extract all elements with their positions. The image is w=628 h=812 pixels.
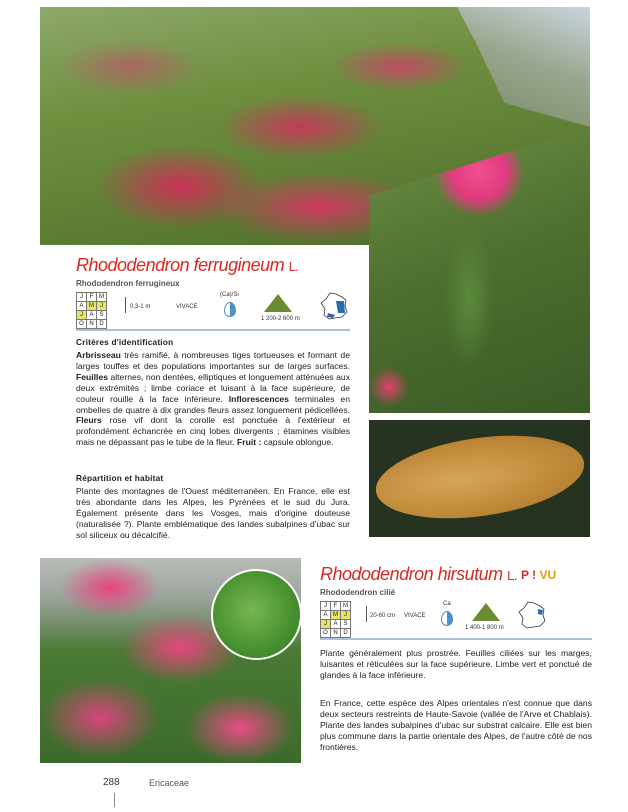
species1-lifecycle: VIVACE bbox=[176, 304, 198, 310]
criteria-label: Inflorescences bbox=[228, 393, 289, 404]
month-cell: D bbox=[341, 629, 351, 638]
soil-drop-icon bbox=[441, 611, 453, 626]
criteria-text: alternes, non dentées, elliptiques et longuement atténuées aux deux extrémités ; limbe coriace et luisant à la face supérieure, de couleur rouille à la face inférieure. bbox=[76, 371, 350, 404]
species1-scientific-name: Rhododendron ferrugineum bbox=[76, 255, 285, 275]
month-cell: J bbox=[77, 293, 87, 302]
species1-author: L. bbox=[288, 259, 299, 274]
family-name: Ericaceae bbox=[149, 778, 190, 788]
distribution-heading: Répartition et habitat bbox=[76, 473, 164, 483]
photo-rhododendron-hirsutum bbox=[40, 558, 301, 763]
month-cell: N bbox=[87, 320, 97, 329]
photo-leaf-underside bbox=[369, 420, 590, 537]
species2-common-name: Rhododendron cilié bbox=[320, 588, 396, 597]
species2-distribution-text: En France, cette espèce des Alpes orientales n'est connue que dans deux secteurs restreints de Haute-Savoie (vallée de l'Arve et Chablais). Plante des landes subalpines d'ubac sur substrat calcaire. Elle est bien plus commune dans la partie orientale des Alpes, de l'autre côté de nos frontières. bbox=[320, 698, 592, 752]
species1-altitude: 1 200-2 600 m bbox=[261, 316, 300, 322]
france-map-icon bbox=[318, 291, 350, 321]
species2-status bbox=[521, 568, 556, 582]
criteria-label: Fleurs bbox=[76, 415, 102, 426]
criteria-label: Fruit : bbox=[237, 437, 262, 448]
month-cell: F bbox=[87, 293, 97, 302]
month-cell: N bbox=[331, 629, 341, 638]
criteria-label: Arbrisseau bbox=[76, 350, 121, 360]
france-map-icon bbox=[516, 600, 548, 630]
separator-rule bbox=[76, 329, 350, 331]
criteria-text: très ramifié, à nombreuses tiges tortueuses et formant de larges touffes et des populations importantes sur de larges surfaces. bbox=[76, 350, 350, 371]
month-cell: S bbox=[97, 311, 107, 320]
month-cell: O bbox=[321, 629, 331, 638]
altitude-mountain-icon bbox=[472, 603, 500, 621]
month-cell: A bbox=[87, 311, 97, 320]
species1-title bbox=[76, 255, 299, 276]
month-cell: M bbox=[331, 611, 341, 620]
species2-soil: Ca bbox=[443, 601, 451, 607]
species1-criteria-text bbox=[76, 350, 350, 448]
separator-rule bbox=[320, 638, 592, 640]
height-ruler-icon bbox=[366, 606, 367, 622]
page-number: 288 bbox=[103, 777, 120, 788]
species2-title bbox=[320, 564, 517, 585]
species1-height: 0,3-1 m bbox=[130, 304, 151, 310]
species2-description-text: Plante généralement plus prostrée. Feuilles ciliées sur les marges, luisantes et réticulées sur la face supérieure. Limbe vert et ponctué de glandes à la face inférieure. bbox=[320, 648, 592, 680]
height-ruler-icon bbox=[125, 297, 126, 313]
soil-drop-icon bbox=[224, 302, 236, 317]
month-cell: J bbox=[97, 302, 107, 311]
species1-soil: (Ca)/Si bbox=[220, 292, 239, 298]
species2-scientific-name: Rhododendron hirsutum bbox=[320, 564, 503, 584]
species2-author: L. bbox=[507, 568, 517, 583]
species2-altitude: 1 400-1 800 m bbox=[465, 625, 504, 631]
month-cell: M bbox=[341, 602, 351, 611]
species1-flowering-calendar bbox=[76, 292, 107, 329]
leaf-inset-circle bbox=[211, 569, 301, 660]
protection-status: P ! bbox=[521, 568, 537, 582]
species2-height: 20-60 cm bbox=[370, 613, 396, 619]
species1-distribution-text: Plante des montagnes de l'Ouest méditerranéen. En France, elle est très abondante dans les Alpes, les Pyrénées et le sud du Jura. Également présente dans les Vosges, mais d'origine douteuse (naturalisée ?). Plante emblématique des landes subalpines d'ubac sur sol siliceux ou décalcifié. bbox=[76, 486, 350, 540]
month-cell: D bbox=[97, 320, 107, 329]
month-cell: F bbox=[331, 602, 341, 611]
criteria-text: terminales en ombelles de quatre à dix grandes fleurs assez longuement pédicellées. bbox=[76, 393, 350, 415]
month-cell: M bbox=[97, 293, 107, 302]
species2-lifecycle: VIVACE bbox=[404, 613, 426, 619]
month-cell: A bbox=[331, 620, 341, 629]
criteria-text: capsule oblongue. bbox=[261, 437, 334, 448]
month-cell: J bbox=[77, 311, 87, 320]
species1-common-name: Rhododendron ferrugineux bbox=[76, 279, 180, 288]
vulnerability-status: VU bbox=[539, 568, 557, 582]
mountain-background bbox=[400, 7, 590, 127]
criteria-text: rose vif dont la corolle est ponctuée à l'extérieur et profondément échancrée en cinq lobes divergents ; étamines visibles mais ne dépassant pas le tube de la fleur. bbox=[76, 415, 350, 448]
criteria-label: Feuilles bbox=[76, 371, 108, 382]
month-cell: J bbox=[341, 611, 351, 620]
criteria-heading: Critères d'identification bbox=[76, 337, 174, 347]
month-cell: A bbox=[321, 611, 331, 620]
month-cell: J bbox=[321, 620, 331, 629]
leaf-illustration bbox=[371, 424, 590, 530]
footer-line bbox=[114, 793, 115, 807]
month-cell: O bbox=[77, 320, 87, 329]
month-cell: A bbox=[77, 302, 87, 311]
month-cell: S bbox=[341, 620, 351, 629]
species2-flowering-calendar bbox=[320, 601, 351, 638]
month-cell: M bbox=[87, 302, 97, 311]
altitude-mountain-icon bbox=[264, 294, 292, 312]
month-cell: J bbox=[321, 602, 331, 611]
